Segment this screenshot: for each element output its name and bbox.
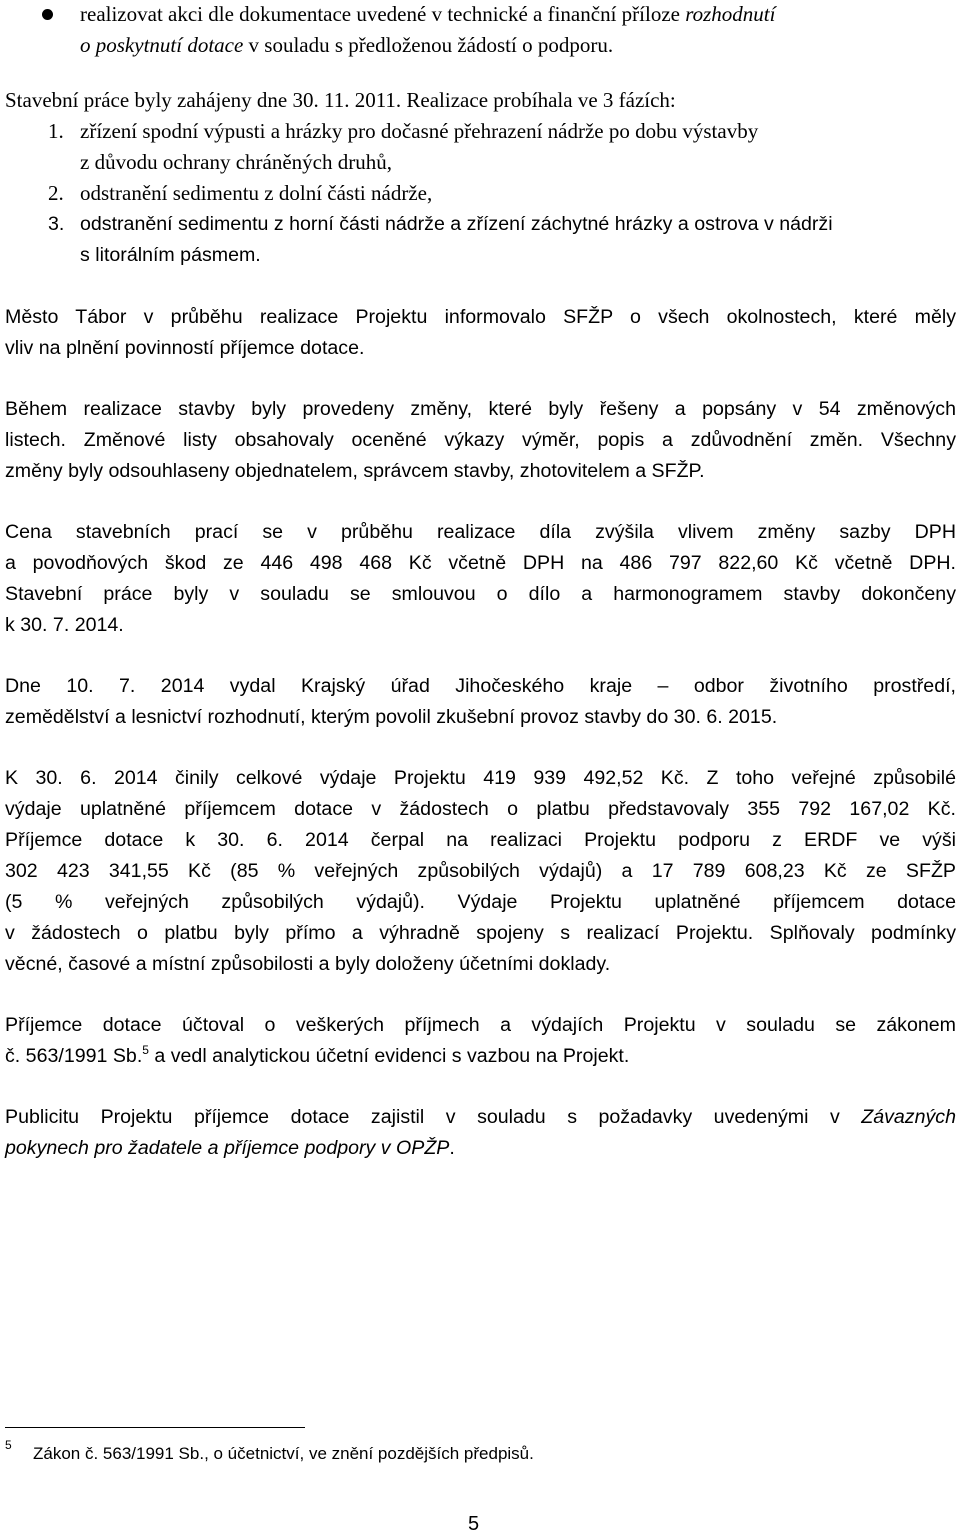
phase-1-line-2: z důvodu ochrany chráněných druhů, [80, 150, 392, 174]
paragraph-5-line-1: K 30. 6. 2014 činily celkové výdaje Projektu 419 939 492,52 Kč. Z toho veřejné způsobilé [5, 767, 956, 789]
footnote-text: Zákon č. 563/1991 Sb., o účetnictví, ve znění pozdějších předpisů. [33, 1444, 534, 1463]
paragraph-5-line-2: výdaje uplatněné příjemcem dotace v žádostech o platbu představovaly 355 792 167,02 Kč. [5, 798, 956, 820]
intro-paragraph: Stavební práce byly zahájeny dne 30. 11. 2011. Realizace probíhala ve 3 fázích: [5, 88, 676, 112]
paragraph-5-line-3: Příjemce dotace k 30. 6. 2014 čerpal na realizaci Projektu podporu z ERDF ve výši [5, 829, 956, 851]
paragraph-2-line-2: listech. Změnové listy obsahovaly oceněné výkazy výměr, popis a zdůvodnění změn. Všechny [5, 429, 956, 451]
paragraph-5-line-5: (5 % veřejných způsobilých výdajů). Výdaje Projektu uplatněné příjemcem dotace [5, 891, 956, 913]
page-number: 5 [468, 1513, 480, 1535]
paragraph-3-line-4: k 30. 7. 2014. [5, 614, 124, 636]
paragraph-5-line-6: v žádostech o platbu byly přímo a výhradně spojeny s realizací Projektu. Splňovaly podmínky [5, 922, 956, 944]
paragraph-6-line-1: Příjemce dotace účtoval o veškerých příjmech a výdajích Projektu v souladu se zákonem [5, 1014, 956, 1036]
paragraph-5-line-7: věcné, časové a místní způsobilosti a byly doloženy účetními doklady. [5, 953, 611, 975]
paragraph-2-line-3: změny byly odsouhlaseny objednatelem, správcem stavby, zhotovitelem a SFŽP. [5, 460, 705, 482]
paragraph-7-line-2: pokynech pro žadatele a příjemce podpory v OPŽP. [5, 1137, 455, 1159]
phase-2-number: 2. [48, 181, 64, 205]
paragraph-4-line-1: Dne 10. 7. 2014 vydal Krajský úřad Jihočeského kraje – odbor životního prostředí, [5, 675, 956, 697]
phase-3-line-2: s litorálním pásmem. [80, 244, 261, 266]
phase-3-number: 3. [48, 213, 65, 235]
bullet-line-1: realizovat akci dle dokumentace uvedené v technické a finanční příloze rozhodnutí [80, 2, 776, 26]
paragraph-1-line-2: vliv na plnění povinností příjemce dotace. [5, 337, 365, 359]
footnote-mark: 5 [5, 1438, 12, 1452]
paragraph-1-line-1: Město Tábor v průběhu realizace Projektu informovalo SFŽP o všech okolnostech, které měly [5, 306, 956, 328]
paragraph-6-line-2: č. 563/1991 Sb.$^5$ a vedl analytickou účetní evidenci s vazbou na Projekt. [5, 1043, 630, 1067]
paragraph-7-line-1: Publicitu Projektu příjemce dotace zajistil v souladu s požadavky uvedenými v Závazných [5, 1106, 956, 1128]
paragraph-3-line-3: Stavební práce byly v souladu se smlouvou o dílo a harmonogramem stavby dokončeny [5, 583, 956, 605]
phase-1-number: 1. [48, 119, 64, 143]
bullet-icon [42, 9, 53, 20]
paragraph-3-line-1: Cena stavebních prací se v průběhu realizace díla zvýšila vlivem změny sazby DPH [5, 521, 956, 543]
phase-2-line-1: odstranění sedimentu z dolní části nádrže, [80, 181, 433, 205]
phase-3-line-1: odstranění sedimentu z horní části nádrže a zřízení záchytné hrázky a ostrova v nádrži [80, 213, 833, 235]
bullet-line-2: o poskytnutí dotace v souladu s předloženou žádostí o podporu. [80, 33, 614, 57]
phase-1-line-1: zřízení spodní výpusti a hrázky pro dočasné přehrazení nádrže po dobu výstavby [80, 119, 759, 143]
footnote-separator [5, 1427, 305, 1428]
paragraph-3-line-2: a povodňových škod ze 446 498 468 Kč včetně DPH na 486 797 822,60 Kč včetně DPH. [5, 552, 956, 574]
paragraph-5-line-4: 302 423 341,55 Kč (85 % veřejných způsobilých výdajů) a 17 789 608,23 Kč ze SFŽP [5, 860, 956, 882]
footnote-reference[interactable]: 5 [142, 1043, 149, 1057]
paragraph-4-line-2: zemědělství a lesnictví rozhodnutí, kterým povolil zkušební provoz stavby do 30. 6. 2015. [5, 706, 778, 728]
paragraph-2-line-1: Během realizace stavby byly provedeny změny, které byly řešeny a popsány v 54 změnových [5, 398, 956, 420]
